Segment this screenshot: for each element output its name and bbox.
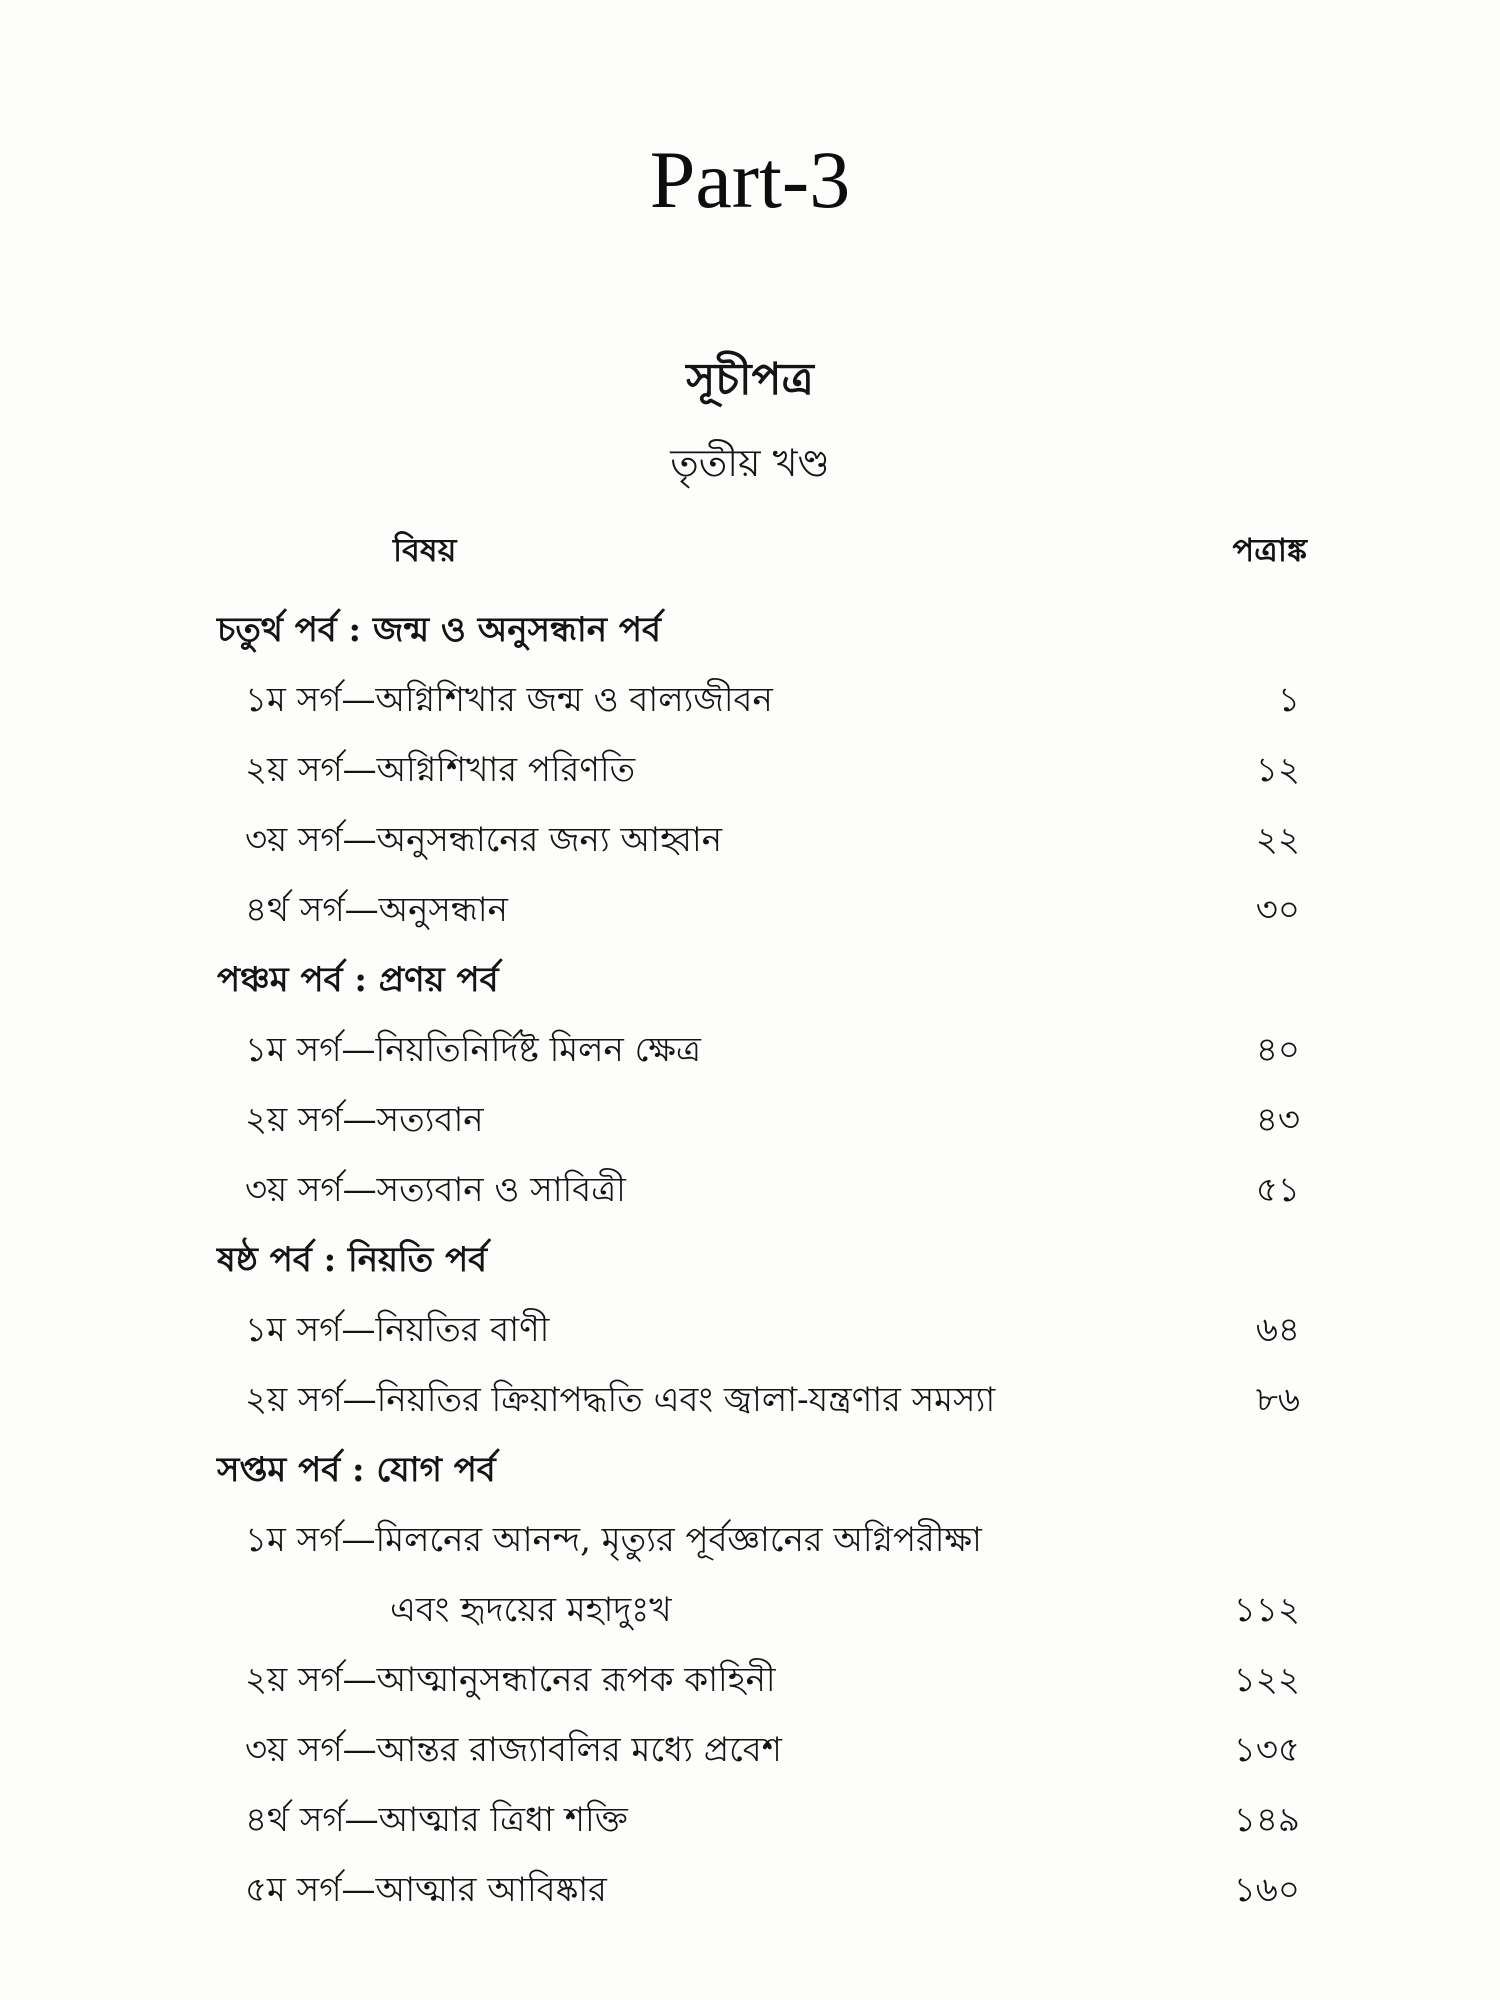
toc-entry-page: ৫১ (1255, 1170, 1300, 1210)
part-title: Part-3 (649, 134, 851, 225)
toc-entry-title: ৩য় সর্গ—সত্যবান ও সাবিত্রী (245, 1170, 626, 1210)
toc-entry-title: ১ম সর্গ—অগ্নিশিখার জন্ম ও বাল্যজীবন (245, 680, 773, 720)
toc-entry-title: ৪র্থ সর্গ—আত্মার ত্রিধা শক্তি (245, 1800, 628, 1840)
toc-entry-page: ২২ (1255, 820, 1300, 860)
toc-entry-title: ১ম সর্গ—নিয়তির বাণী (245, 1310, 550, 1350)
parva-title: সপ্তম পর্ব : যোগ পর্ব (217, 1450, 496, 1490)
toc-entry-title: ২য় সর্গ—অগ্নিশিখার পরিণতি (245, 750, 636, 790)
parva-title: চতুর্থ পর্ব : জন্ম ও অনুসন্ধান পর্ব (217, 610, 661, 650)
toc-entry-title: ১ম সর্গ—মিলনের আনন্দ, মৃত্যুর পূর্বজ্ঞানের অগ্নিপরীক্ষা (245, 1520, 982, 1560)
toc-entry-title: ৪র্থ সর্গ—অনুসন্ধান (245, 890, 508, 930)
toc-entry-page: ৪৩ (1255, 1100, 1300, 1140)
parva-title: পঞ্চম পর্ব : প্রণয় পর্ব (217, 960, 499, 1000)
toc-entry-title: ৩য় সর্গ—আন্তর রাজ্যাবলির মধ্যে প্রবেশ (245, 1730, 782, 1770)
toc-entry-page: ১১২ (1233, 1590, 1300, 1630)
toc-entry-title: ২য় সর্গ—সত্যবান (245, 1100, 484, 1140)
toc-entry-continuation: এবং হৃদয়ের মহাদুঃখ (390, 1590, 672, 1630)
toc-entry-page: ৬৪ (1255, 1310, 1300, 1350)
column-header-subject: বিষয় (393, 531, 457, 569)
toc-entry-title: ২য় সর্গ—আত্মানুসন্ধানের রূপক কাহিনী (245, 1660, 776, 1700)
toc-entry-page: ১৩৫ (1233, 1730, 1300, 1770)
toc-entry-page: ৩০ (1255, 890, 1300, 930)
toc-entry-page: ৪০ (1255, 1030, 1300, 1070)
toc-entry-page: ৮৬ (1255, 1380, 1300, 1420)
toc-entry-title: ২য় সর্গ—নিয়তির ক্রিয়াপদ্ধতি এবং জ্বালা-যন্ত্রণার সমস্যা (245, 1380, 996, 1420)
toc-heading: সূচীপত্র (686, 354, 814, 405)
toc-entry-title: ১ম সর্গ—নিয়তিনির্দিষ্ট মিলন ক্ষেত্র (245, 1030, 701, 1070)
toc-entry-page: ১৬০ (1233, 1870, 1300, 1910)
toc-entry-page: ১ (1277, 680, 1300, 720)
toc-entry-page: ১২ (1255, 750, 1300, 790)
toc-entry-page: ১২২ (1233, 1660, 1300, 1700)
toc-entry-title: ৩য় সর্গ—অনুসন্ধানের জন্য আহ্বান (245, 820, 723, 860)
column-header-page: পত্রাঙ্ক (1232, 531, 1307, 569)
volume-heading: তৃতীয় খণ্ড (670, 441, 830, 485)
toc-entry-page: ১৪৯ (1233, 1800, 1300, 1840)
toc-entry-title: ৫ম সর্গ—আত্মার আবিষ্কার (245, 1870, 607, 1910)
parva-title: ষষ্ঠ পর্ব : নিয়তি পর্ব (217, 1240, 488, 1280)
